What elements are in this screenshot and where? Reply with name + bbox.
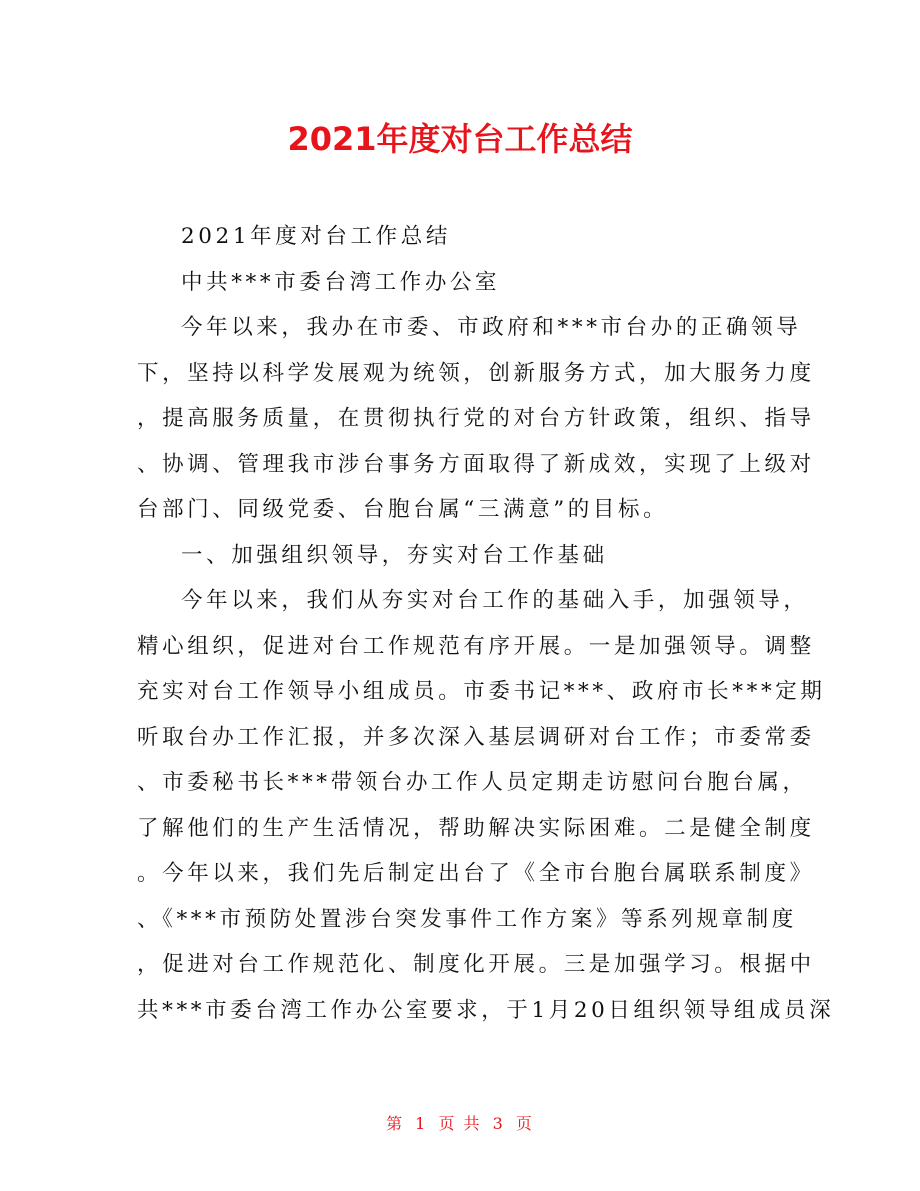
body-line: 了解他们的生产生活情况，帮助解决实际困难。二是健全制度 bbox=[137, 815, 815, 841]
section-heading: 一、加强组织领导，夯实对台工作基础 bbox=[181, 542, 608, 568]
page-footer bbox=[0, 1112, 920, 1136]
body-line: 中共***市委台湾工作办公室 bbox=[181, 269, 501, 295]
body-line: 今年以来，我办在市委、市政府和***市台办的正确领导 bbox=[181, 315, 802, 340]
body-line: 。今年以来，我们先后制定出台了《全市台胞台属联系制度》 bbox=[137, 861, 815, 886]
body-line: 2021年度对台工作总结 bbox=[181, 224, 451, 249]
footer-page-prefix: 第 bbox=[386, 1114, 405, 1133]
body-line: 、市委秘书长***带领台办工作人员定期走访慰问台胞台属， bbox=[137, 770, 808, 795]
body-line: 充实对台工作领导小组成员。市委书记***、政府市长***定期 bbox=[137, 679, 826, 704]
body-line: 、《***市预防处置涉台突发事件工作方案》等系列规章制度 bbox=[137, 906, 797, 932]
body-line: 今年以来，我们从夯实对台工作的基础入手，加强领导， bbox=[181, 588, 809, 613]
document-title: 2021年度对台工作总结 bbox=[287, 120, 633, 158]
footer-page-suffix: 页 bbox=[515, 1114, 534, 1133]
body-line: 、协调、管理我市涉台事务方面取得了新成效，实现了上级对 bbox=[137, 451, 815, 477]
footer-page-total: 3 bbox=[492, 1114, 505, 1133]
footer-page-current: 1 bbox=[415, 1114, 428, 1133]
body-line: 精心组织，促进对台工作规范有序开展。一是加强领导。调整 bbox=[137, 633, 815, 659]
footer-page-mid: 页 共 bbox=[438, 1114, 482, 1133]
body-line: 共***市委台湾工作办公室要求，于1月20日组织领导组成员深 bbox=[137, 997, 835, 1023]
body-line: 听取台办工作汇报，并多次深入基层调研对台工作；市委常委 bbox=[137, 724, 815, 750]
body-line: ，促进对台工作规范化、制度化开展。三是加强学习。根据中 bbox=[137, 952, 815, 977]
document-body bbox=[137, 214, 835, 1033]
body-line: ，提高服务质量，在贯彻执行党的对台方针政策，组织、指导 bbox=[137, 406, 815, 431]
body-line: 台部门、同级党委、台胞台属“三满意”的目标。 bbox=[137, 497, 669, 522]
body-line: 下，坚持以科学发展观为统领，创新服务方式，加大服务力度 bbox=[137, 360, 815, 386]
